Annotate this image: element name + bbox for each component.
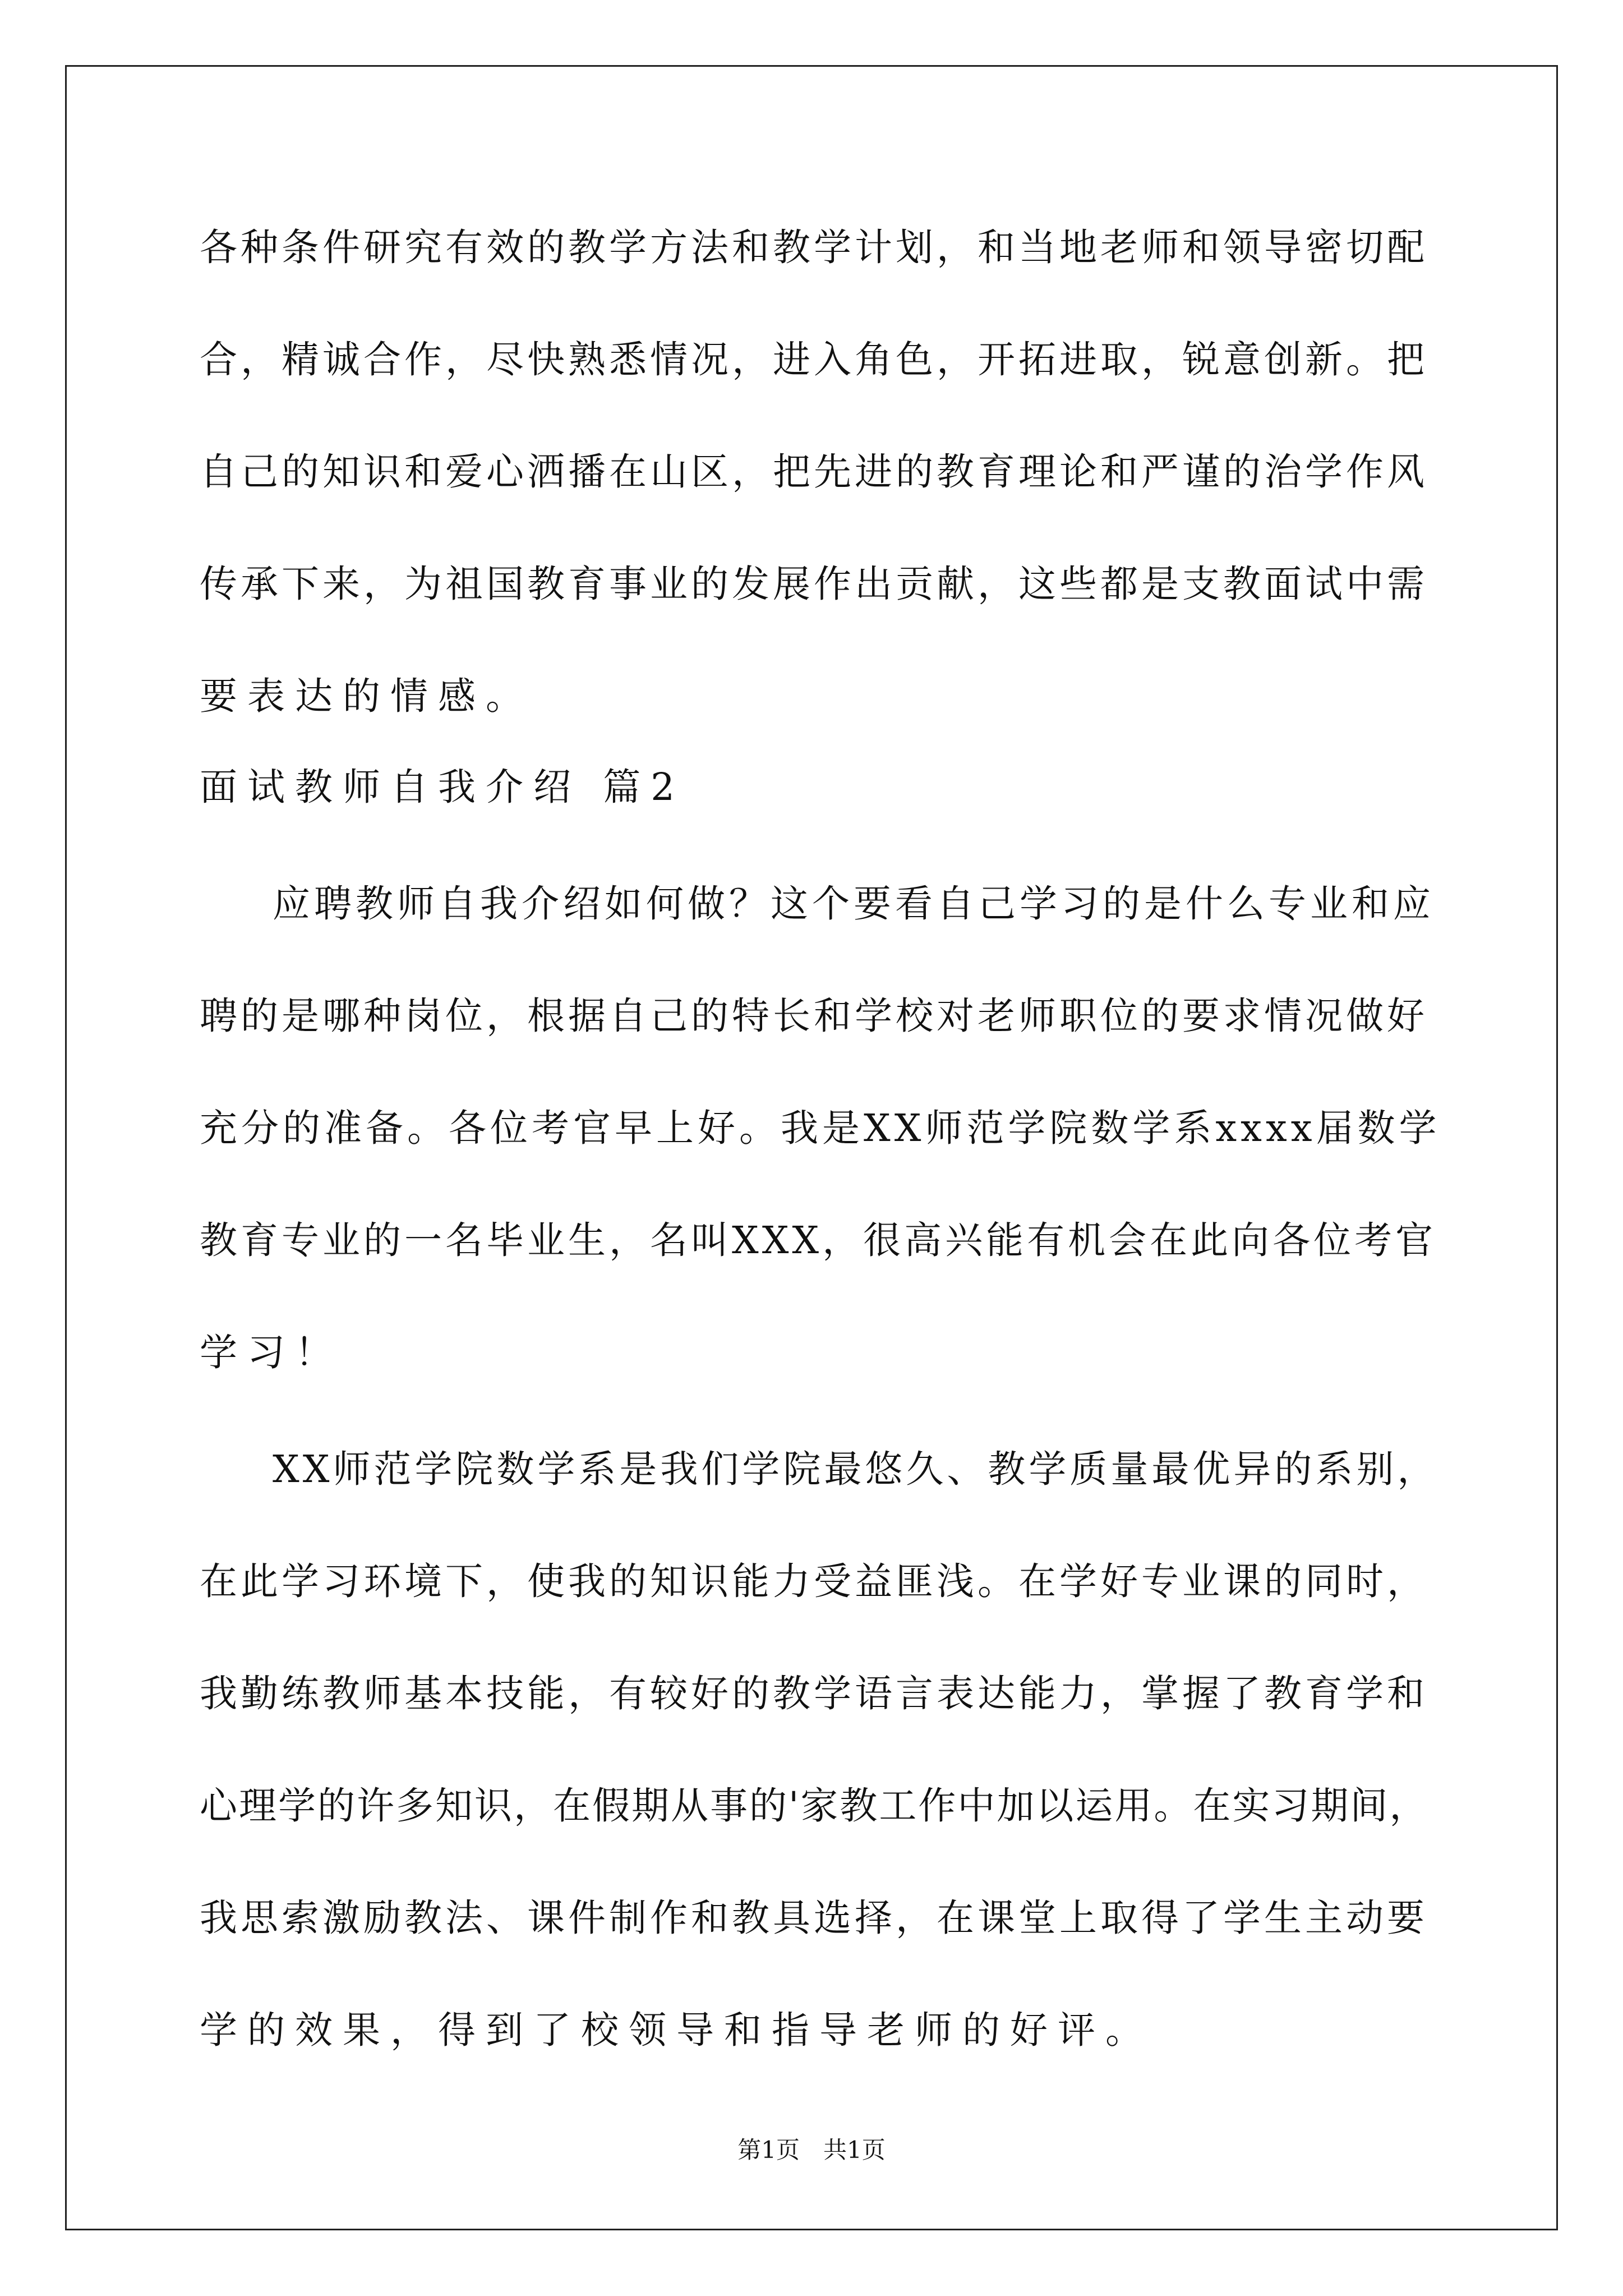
section-heading: 面试教师自我介绍 篇2 [200,765,685,809]
paragraph-3-line-5: 我思索激励教法、课件制作和教具选择，在课堂上取得了学生主动要 [200,1896,1428,1940]
paragraph-1-line-1: 各种条件研究有效的教学方法和教学计划，和当地老师和领导密切配 [200,226,1428,269]
paragraph-2-line-5: 学习！ [200,1331,343,1374]
paragraph-1-line-5: 要表达的情感。 [200,674,533,718]
paragraph-3-line-2: 在此学习环境下，使我的知识能力受益匪浅。在学好专业课的同时， [200,1559,1428,1603]
paragraph-3-line-1: XX师范学院数学系是我们学院最悠久、教学质量最优异的系别， [273,1447,1438,1491]
page-footer: 第1页 共1页 [737,2136,886,2164]
paragraph-3-line-3: 我勤练教师基本技能，有较好的教学语言表达能力，掌握了教育学和 [200,1672,1428,1715]
paragraph-1-line-4: 传承下来，为祖国教育事业的发展作出贡献，这些都是支教面试中需 [200,562,1428,606]
paragraph-1-line-2: 合，精诚合作，尽快熟悉情况，进入角色，开拓进取，锐意创新。把 [200,338,1428,381]
paragraph-2-line-1: 应聘教师自我介绍如何做？这个要看自己学习的是什么专业和应 [273,882,1435,926]
paragraph-2-line-3: 充分的准备。各位考官早上好。我是XX师范学院数学系xxxx届数学 [200,1106,1441,1150]
paragraph-2-line-2: 聘的是哪种岗位，根据自己的特长和学校对老师职位的要求情况做好 [200,994,1428,1038]
paragraph-3-line-4: 心理学的许多知识，在假期从事的'家教工作中加以运用。在实习期间， [200,1784,1429,1828]
paragraph-1-line-3: 自己的知识和爱心洒播在山区，把先进的教育理论和严谨的治学作风 [200,450,1428,494]
paragraph-2-line-4: 教育专业的一名毕业生，名叫XXX，很高兴能有机会在此向各位考官 [200,1218,1437,1262]
paragraph-3-line-6: 学的效果，得到了校领导和指导老师的好评。 [200,2008,1153,2052]
